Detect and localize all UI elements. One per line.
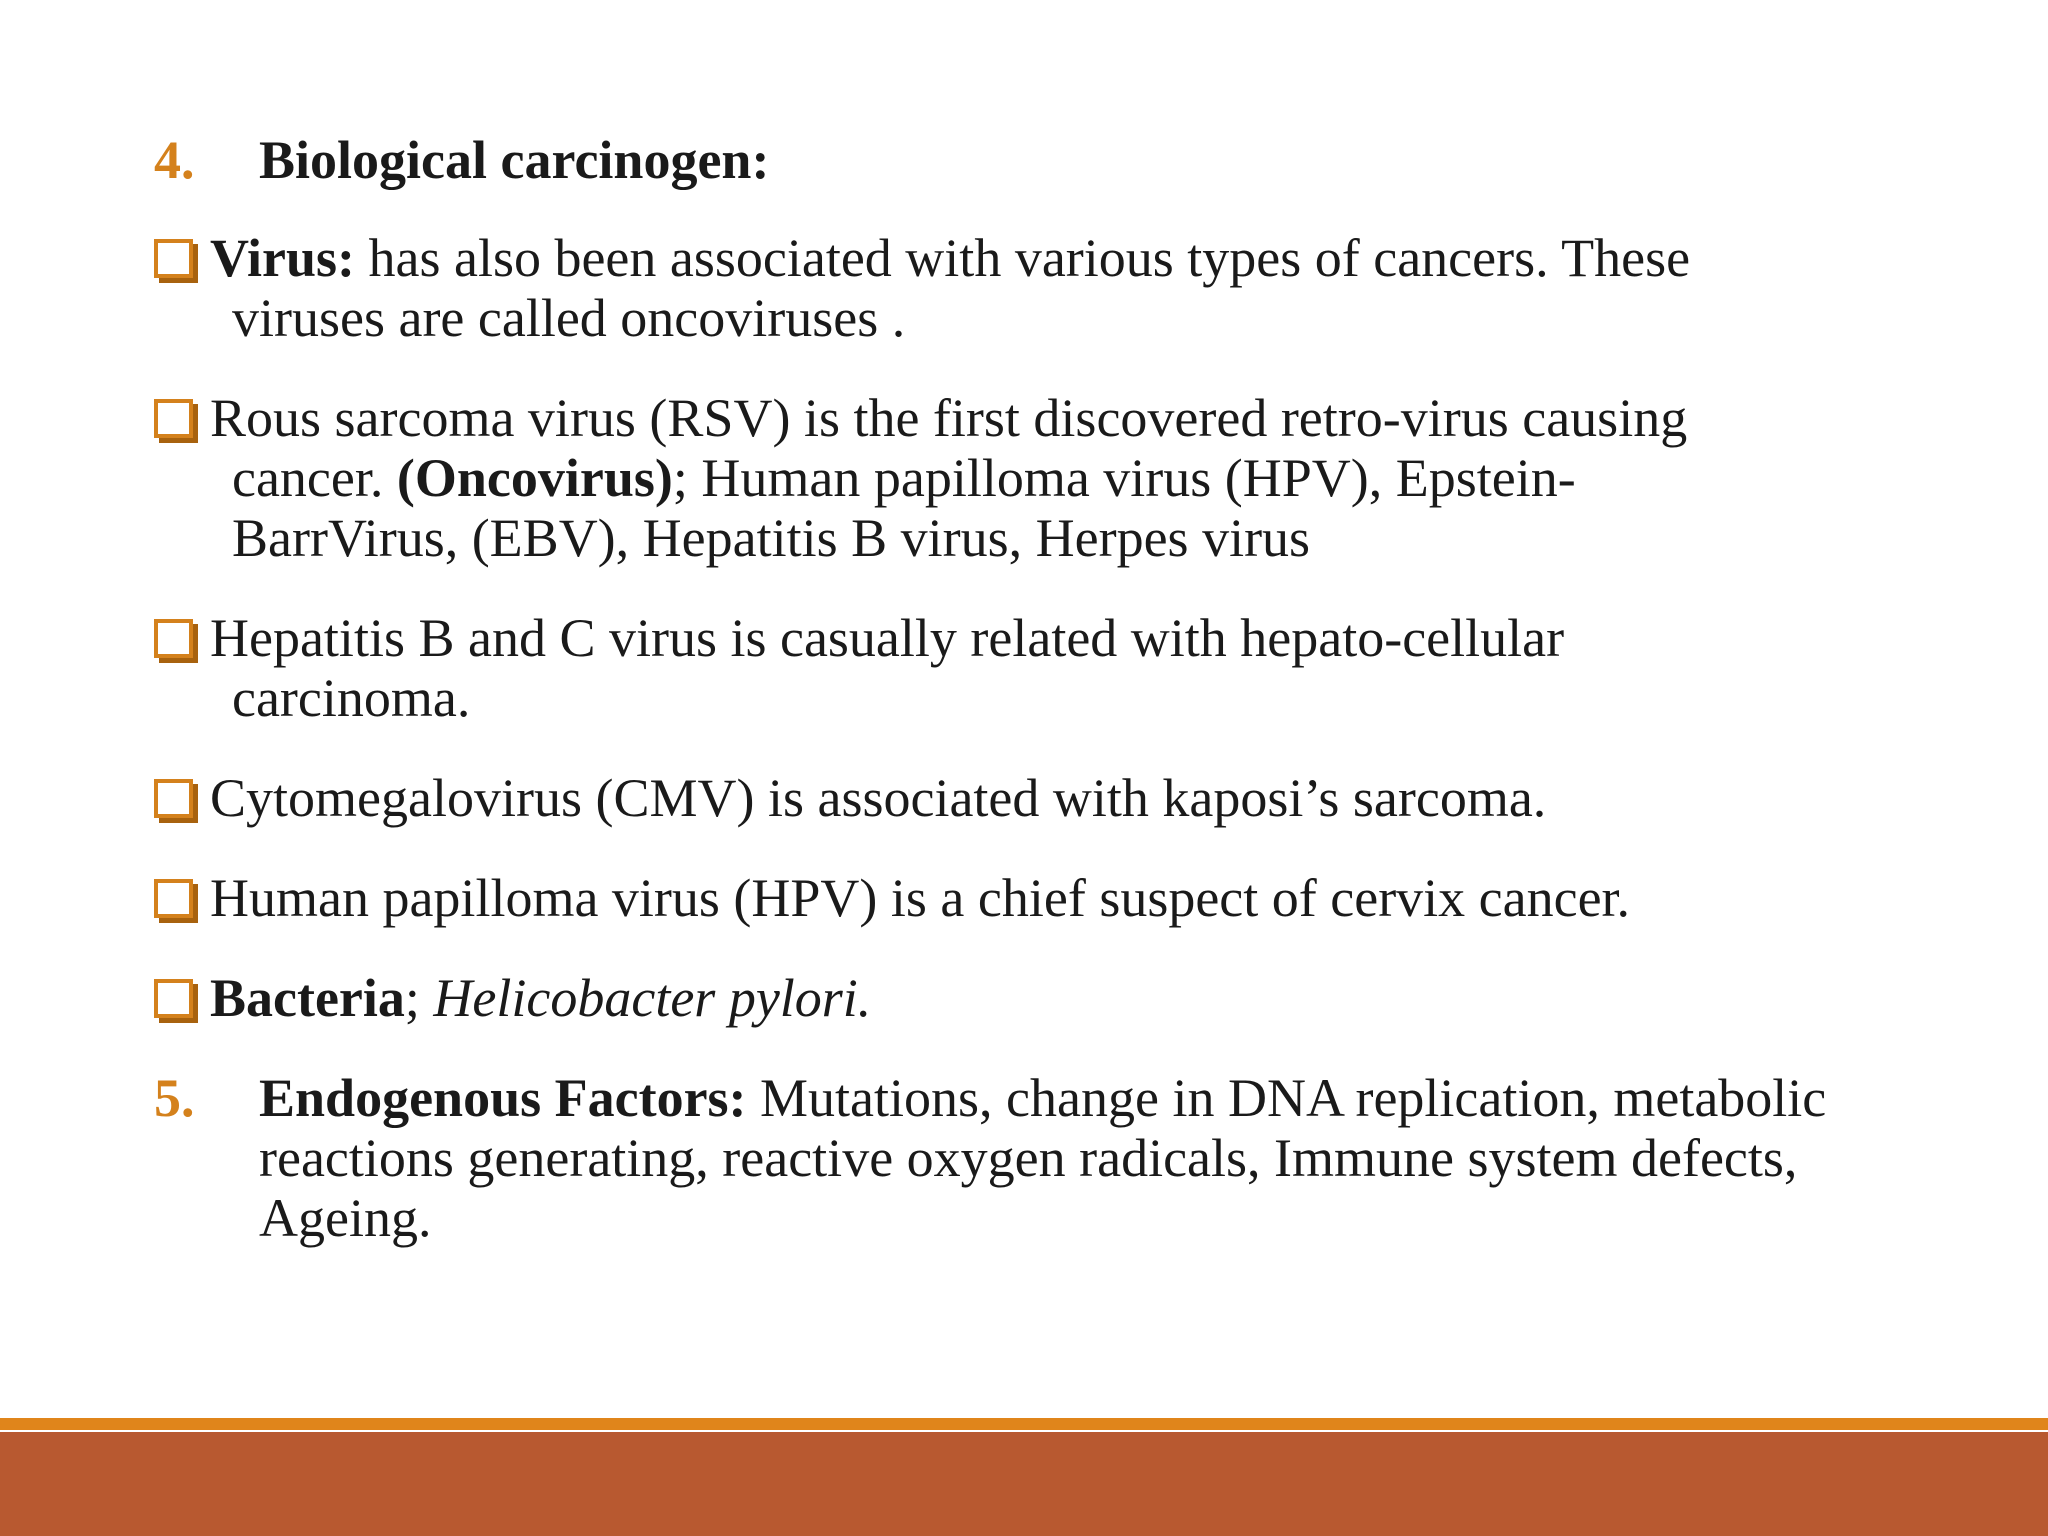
bullet-cmv — [154, 768, 1914, 828]
bullet-text: Human papilloma virus (HPV) is a chief suspect of cervix cancer. — [210, 868, 1631, 928]
heading-label: Endogenous Factors: — [259, 1068, 747, 1128]
bullet-continuation-2: BarrVirus, (EBV), Hepatitis B virus, Herpes virus — [232, 508, 1311, 568]
slide-content — [154, 130, 1914, 1248]
bullet-label: Virus: — [210, 228, 355, 288]
bullet-continuation — [210, 448, 1914, 508]
heading-endogenous-factors — [154, 1068, 1914, 1248]
bullet-text: Hepatitis B and C virus is casually related with hepato-cellular — [210, 608, 1565, 668]
bullet-label: Bacteria — [210, 968, 405, 1028]
item-number: 4. — [154, 130, 195, 190]
bacteria-species: Helicobacter pylori. — [433, 968, 872, 1028]
bullet-virus — [154, 228, 1914, 348]
checkbox-bullet-icon — [154, 879, 193, 918]
footer-accent-bar — [0, 1418, 2048, 1430]
heading-biological-carcinogen — [154, 130, 1914, 190]
bullet-continuation: carcinoma. — [232, 668, 471, 728]
heading-text: Mutations, change in DNA replication, metabolic reactions generating, reactive oxygen radicals, Immune system defects, Ageing. — [259, 1068, 1827, 1248]
checkbox-bullet-icon — [154, 399, 193, 438]
checkbox-bullet-icon — [154, 979, 193, 1018]
bullet-text: Cytomegalovirus (CMV) is associated with kaposi’s sarcoma. — [210, 768, 1547, 828]
oncovirus-label: (Oncovirus) — [396, 448, 673, 508]
bullet-rous-sarcoma — [154, 388, 1914, 568]
bullet-continuation: viruses are called oncoviruses . — [232, 288, 906, 348]
bullet-bacteria — [154, 968, 1914, 1028]
heading-body — [259, 1068, 1914, 1248]
checkbox-bullet-icon — [154, 619, 193, 658]
checkbox-bullet-icon — [154, 239, 193, 278]
bullet-separator: ; — [404, 968, 434, 1028]
bullet-text: Rous sarcoma virus (RSV) is the first discovered retro-virus causing — [210, 388, 1688, 448]
footer-band — [0, 1432, 2048, 1536]
cont-pre: cancer. — [232, 448, 397, 508]
cont-post: ; Human papilloma virus (HPV), Epstein- — [672, 448, 1576, 508]
item-number: 5. — [154, 1068, 195, 1128]
bullet-hpv — [154, 868, 1914, 928]
checkbox-bullet-icon — [154, 779, 193, 818]
bullet-text: has also been associated with various types of cancers. These — [355, 228, 1691, 288]
heading-title: Biological carcinogen: — [259, 130, 770, 190]
bullet-hepatitis — [154, 608, 1914, 728]
